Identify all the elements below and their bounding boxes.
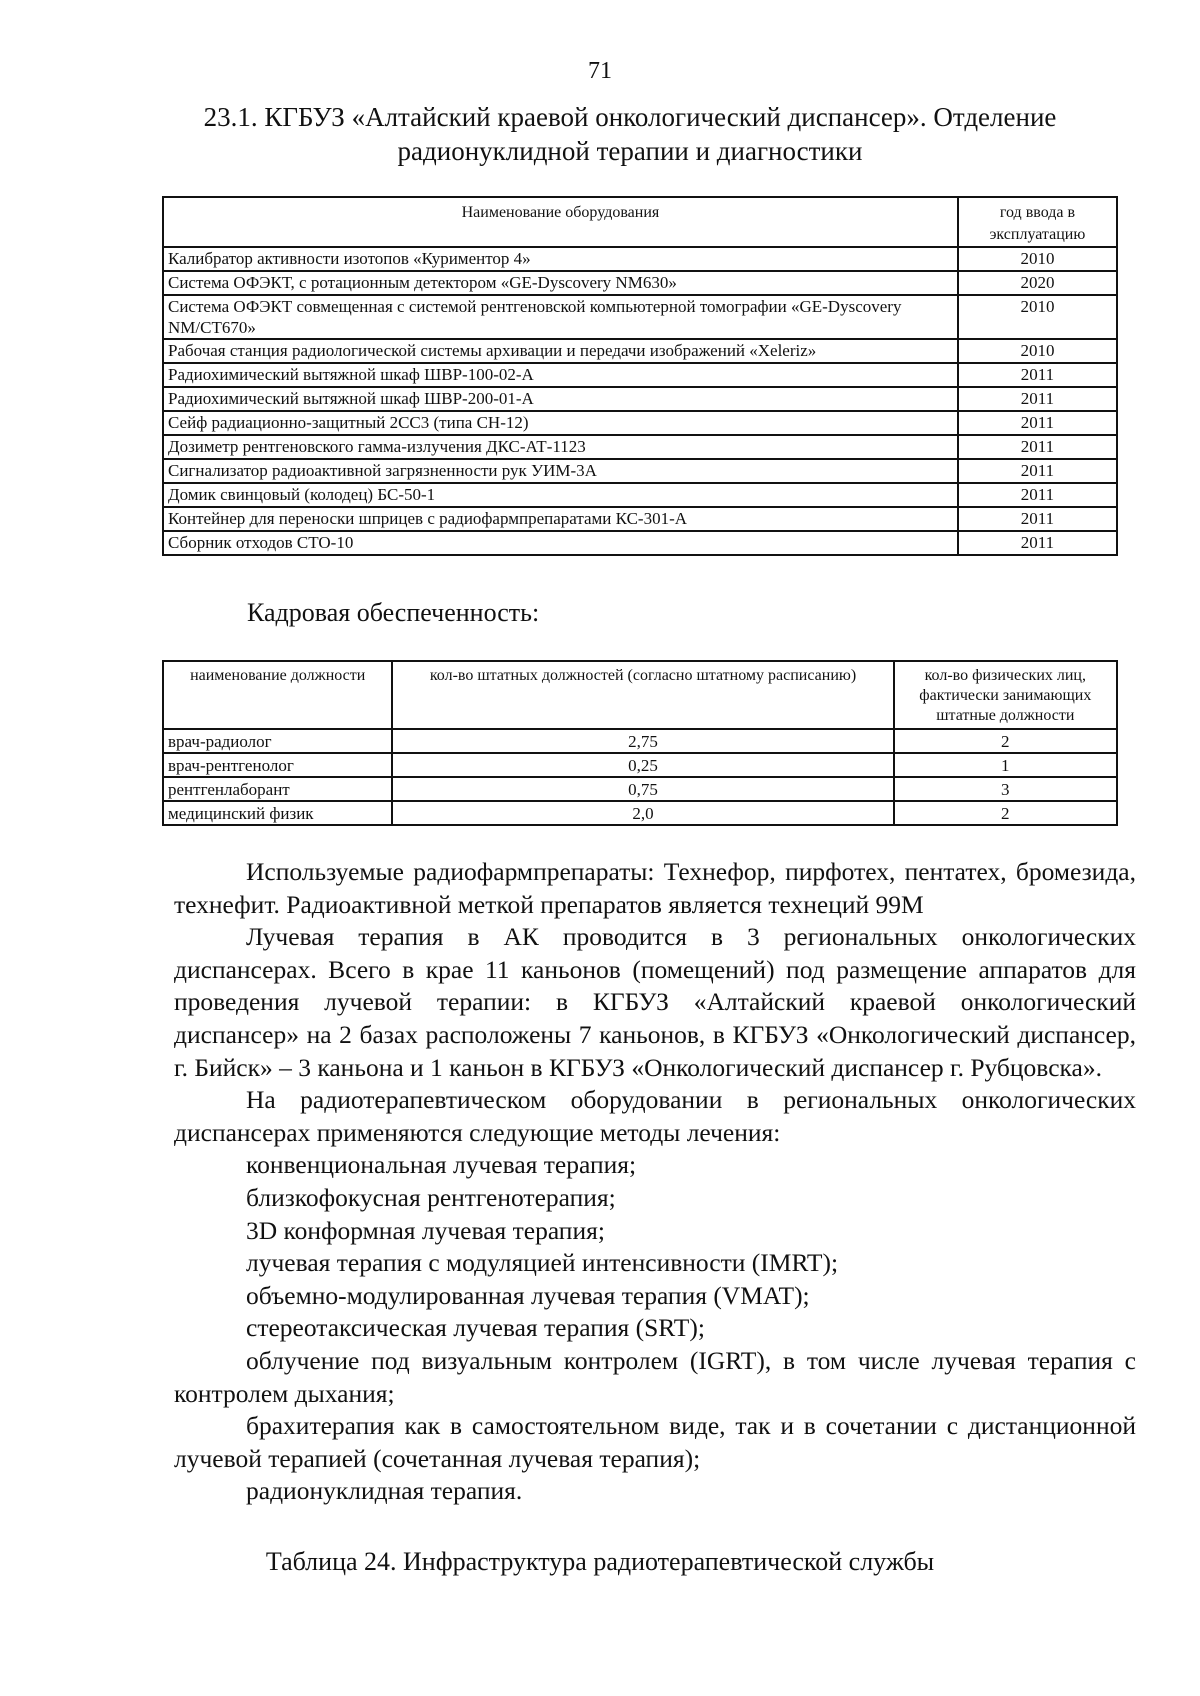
equipment-year-cell: 2010 <box>958 295 1117 339</box>
header-positions-count: кол-во штатных должностей (согласно штатному расписанию) <box>392 661 893 729</box>
equipment-name-cell: Сейф радиационно-защитный 2СС3 (типа СН-12) <box>163 411 958 435</box>
staff-heading: Кадровая обеспеченность: <box>247 598 540 627</box>
staff-positions-count-cell: 0,75 <box>392 777 893 801</box>
method-list-item: стереотаксическая лучевая терапия (SRT); <box>246 1313 705 1343</box>
table-row <box>163 339 1117 363</box>
page-number: 71 <box>588 58 612 84</box>
method-list-item: 3D конформная лучевая терапия; <box>246 1215 605 1245</box>
equipment-year-cell: 2011 <box>958 531 1117 555</box>
staff-table <box>162 660 1118 826</box>
section-title <box>150 100 1110 168</box>
equipment-name-cell: Контейнер для переноски шприцев с радиофармпрепаратами КС-301-А <box>163 507 958 531</box>
equipment-year-cell: 2011 <box>958 459 1117 483</box>
body-text <box>174 856 1136 1508</box>
table-row <box>163 363 1117 387</box>
equipment-name-cell: Сигнализатор радиоактивной загрязненности рук УИМ-3А <box>163 459 958 483</box>
staff-persons-count-cell: 2 <box>894 801 1117 825</box>
table-row <box>163 387 1117 411</box>
equipment-name-cell: Домик свинцовый (колодец) БС-50-1 <box>163 483 958 507</box>
staff-position-cell: медицинский физик <box>163 801 392 825</box>
table-row <box>163 411 1117 435</box>
method-list-item: конвенциональная лучевая терапия; <box>246 1150 637 1180</box>
paragraph-methods-intro: На радиотерапевтическом оборудовании в региональных онкологических диспансерах применяются следующие методы лечения: <box>174 1085 1136 1147</box>
table-row <box>163 777 1117 801</box>
equipment-year-cell: 2011 <box>958 507 1117 531</box>
staff-persons-count-cell: 1 <box>894 753 1117 777</box>
table-row <box>163 295 1117 339</box>
equipment-year-cell: 2011 <box>958 411 1117 435</box>
equipment-name-cell: Система ОФЭКТ, с ротационным детектором «GE-Dyscovery NM630» <box>163 271 958 295</box>
equipment-name-cell: Радиохимический вытяжной шкаф ШВР-100-02-А <box>163 363 958 387</box>
header-year: год ввода в эксплуатацию <box>958 197 1117 247</box>
method-list-item: близкофокусная рентгенотерапия; <box>246 1182 616 1212</box>
equipment-table-body <box>163 247 1117 555</box>
equipment-name-cell: Дозиметр рентгеновского гамма-излучения ДКС-АТ-1123 <box>163 435 958 459</box>
equipment-name-cell: Система ОФЭКТ совмещенная с системой рентгеновской компьютерной томографии «GE-Dyscovery NM/CT670» <box>163 295 958 339</box>
equipment-name-cell: Радиохимический вытяжной шкаф ШВР-200-01-А <box>163 387 958 411</box>
table-row <box>163 729 1117 753</box>
method-radionuclide: радионуклидная терапия. <box>246 1476 523 1506</box>
table-row <box>163 531 1117 555</box>
staff-persons-count-cell: 2 <box>894 729 1117 753</box>
staff-position-cell: рентгенлаборант <box>163 777 392 801</box>
method-list-item: объемно-модулированная лучевая терапия (VMAT); <box>246 1280 810 1310</box>
equipment-name-cell: Калибратор активности изотопов «Куриментор 4» <box>163 247 958 271</box>
table-row <box>163 459 1117 483</box>
staff-position-cell: врач-рентгенолог <box>163 753 392 777</box>
equipment-year-cell: 2011 <box>958 387 1117 411</box>
table-caption: Таблица 24. Инфраструктура радиотерапевтической службы <box>265 1547 935 1576</box>
table-row <box>163 435 1117 459</box>
equipment-year-cell: 2010 <box>958 247 1117 271</box>
staff-positions-count-cell: 0,25 <box>392 753 893 777</box>
paragraph-radiotherapy: Лучевая терапия в АК проводится в 3 региональных онкологических диспансерах. Всего в крае 11 каньонов (помещений) под размещение аппаратов для проведения лучевой терапии: в КГБУЗ «Алтайский краевой онкологический диспансер» на 2 базах расположены 7 каньонов, в КГБУЗ «Онкологический диспансер, г. Бийск» – 3 каньона и 1 каньон в КГБУЗ «Онкологический диспансер г. Рубцовска». <box>174 922 1136 1082</box>
method-list-item: лучевая терапия с модуляцией интенсивности (IMRT); <box>246 1248 839 1278</box>
table-row <box>163 483 1117 507</box>
staff-position-cell: врач-радиолог <box>163 729 392 753</box>
method-igrt: облучение под визуальным контролем (IGRT), в том числе лучевая терапия с контролем дыхания; <box>174 1345 1136 1408</box>
section-title-line1: 23.1. КГБУЗ «Алтайский краевой онкологический диспансер». Отделение <box>203 102 1057 132</box>
equipment-table <box>162 196 1118 556</box>
section-title-line2: радионуклидной терапии и диагностики <box>397 136 863 166</box>
staff-table-body <box>163 729 1117 825</box>
equipment-year-cell: 2011 <box>958 363 1117 387</box>
staff-table-header <box>163 661 1117 729</box>
header-persons-count: кол-во физических лиц, фактически занимающих штатные должности <box>894 661 1117 729</box>
equipment-year-cell: 2011 <box>958 483 1117 507</box>
header-equipment-name: Наименование оборудования <box>163 197 958 247</box>
method-brachytherapy: брахитерапия как в самостоятельном виде, так и в сочетании с дистанционной лучевой терапией (сочетанная лучевая терапия); <box>174 1411 1136 1473</box>
table-row <box>163 753 1117 777</box>
equipment-table-header <box>163 197 1117 247</box>
equipment-year-cell: 2010 <box>958 339 1117 363</box>
equipment-name-cell: Рабочая станция радиологической системы архивации и передачи изображений «Xeleriz» <box>163 339 958 363</box>
staff-persons-count-cell: 3 <box>894 777 1117 801</box>
staff-positions-count-cell: 2,75 <box>392 729 893 753</box>
table-row <box>163 247 1117 271</box>
equipment-name-cell: Сборник отходов СТО-10 <box>163 531 958 555</box>
methods-list <box>174 1149 1136 1345</box>
staff-positions-count-cell: 2,0 <box>392 801 893 825</box>
table-row <box>163 801 1117 825</box>
paragraph-radiopharmaceuticals: Используемые радиофармпрепараты: Технефор, пирфотех, пентатех, бромезида, технефит. Радиоактивной меткой препаратов является технеций 99М <box>174 857 1136 919</box>
table-row <box>163 271 1117 295</box>
header-position: наименование должности <box>163 661 392 729</box>
equipment-year-cell: 2011 <box>958 435 1117 459</box>
equipment-year-cell: 2020 <box>958 271 1117 295</box>
table-row <box>163 507 1117 531</box>
